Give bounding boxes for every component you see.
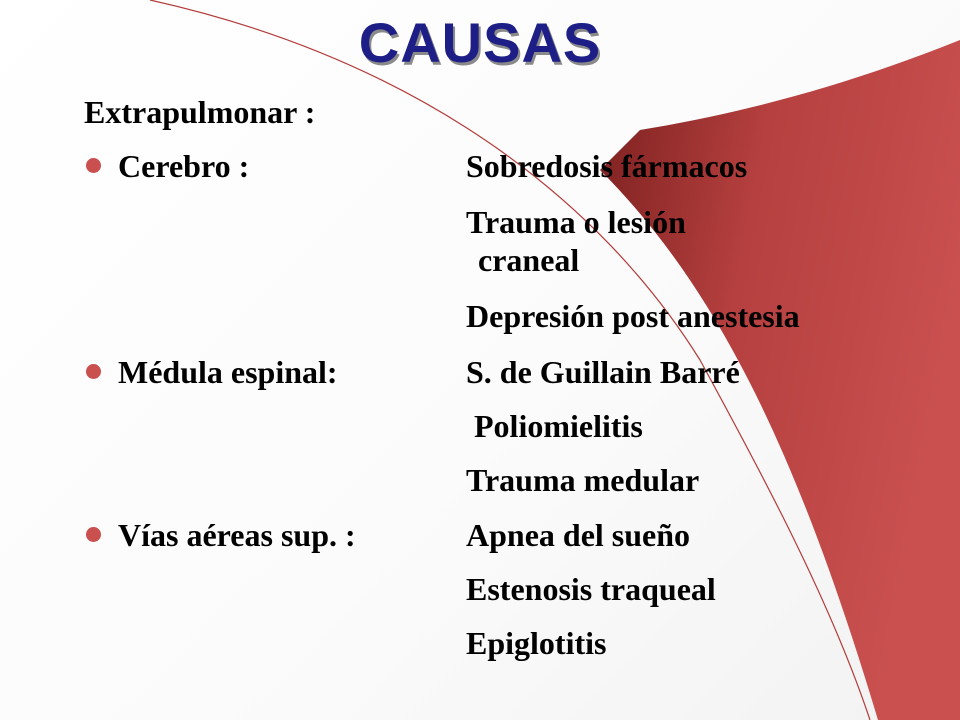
cause-item: Apnea del sueño: [466, 517, 691, 553]
slide-title: CAUSAS: [358, 11, 602, 74]
cause-item: S. de Guillain Barré: [466, 354, 740, 390]
cause-item: Sobredosis fármacos: [466, 148, 748, 184]
group-label-medula: Médula espinal:: [118, 354, 338, 390]
bullet-icon: [86, 158, 101, 173]
cause-item-continuation: craneal: [478, 242, 580, 278]
cause-item: Trauma o lesión: [466, 204, 686, 240]
group-label-vias-aereas: Vías aéreas sup. :: [118, 517, 356, 553]
cause-item: Epiglotitis: [466, 625, 607, 661]
cause-item: Estenosis traqueal: [466, 571, 716, 607]
group-label-cerebro: Cerebro :: [118, 148, 250, 184]
bullet-icon: [86, 527, 101, 542]
subheading: Extrapulmonar :: [84, 94, 316, 130]
cause-item: Poliomielitis: [474, 408, 643, 444]
cause-item: Trauma medular: [466, 462, 700, 498]
cause-item: Depresión post anestesia: [466, 298, 800, 334]
bullet-icon: [86, 364, 101, 379]
